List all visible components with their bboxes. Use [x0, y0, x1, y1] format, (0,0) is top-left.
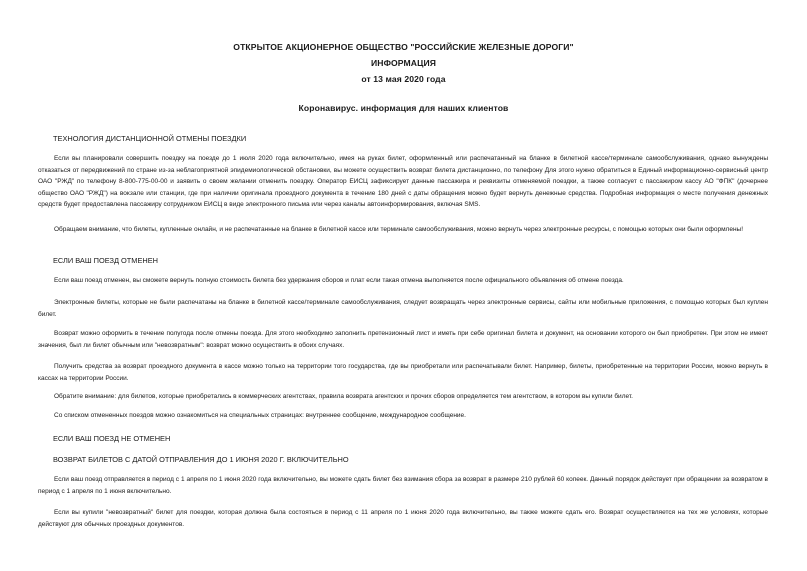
paragraph-cancelled-list: Со списком отмененных поездов можно ознакомиться на специальных страницах: внутреннее сообщение, международное сообщение.: [54, 412, 466, 419]
paragraph-online-tickets: Обращаем внимание, что билеты, купленные онлайн, и не распечатанные на бланке в билетной кассе или терминале самообслуживания, можно вернуть через электронные ресурсы, с помощью которых они были оформлены!: [54, 226, 744, 233]
section-heading-not-cancelled: ЕСЛИ ВАШ ПОЕЗД НЕ ОТМЕНЕН: [53, 434, 171, 443]
paragraph-non-refundable: Если вы купили "невозвратный" билет для поездки, которая должна была состояться в период с 11 апреля по 1 июня 2020 года включительно, вы также можете сдать его. Возврат осуществляется на тех же условиях, которые действуют для обычных проездных документов.: [38, 509, 768, 528]
section-heading-cancelled: ЕСЛИ ВАШ ПОЕЗД ОТМЕНЕН: [53, 256, 158, 265]
paragraph-electronic-tickets: Электронные билеты, которые не были распечатаны на бланке в билетной кассе/терминале самообслуживания, следует возвращать через электронные сервисы, сайты или мобильные приложения, с помощью которых был куплен билет.: [38, 299, 768, 318]
paragraph-territory: Получить средства за возврат проездного документа в кассе можно только на территории того государства, где вы приобретали или распечатывали билет. Например, билеты, приобретенные на территории России, можно вернуть в кассах на территории России.: [38, 363, 768, 382]
paragraph-half-year: Возврат можно оформить в течение полугода после отмены поезда. Для этого необходимо заполнить претензионный лист и иметь при себе оригинал билета и документ, на основании которого он был приобретен. При этом не имеет значения, был ли билет обычным или "невозвратным": возврат можно осуществить в обоих случаях.: [38, 330, 768, 349]
paragraph-remote-cancel: Если вы планировали совершить поездку на поезде до 1 июля 2020 года включительно, имея на руках билет, оформленный или распечатанный на бланке в билетной кассе/терминале самообслуживания, однако вынуждены отказаться от передвижений по стране из-за неблагоприятной эпидемиологической обстановки, вы можете осуществить возврат билета дистанционно, по телефону Для этого нужно обратиться в Единый информационно-сервисный центр ОАО "РЖД" по телефону 8-800-775-00-00 и заявить о своем желании отменить поездку. Оператор ЕИСЦ зафиксирует данные пассажира и реквизиты отменяемой поездки, а также согласует с пассажиром кассу АО "ФПК" (дочернее общество ОАО "РЖД") на вокзале или станции, где при наличии оригинала проездного документа в течение 180 дней с даты обращения можно будет вернуть денежные средства. Подробная информация о месте получения денежных средств будет предоставлена пассажиру сотрудником ЕИСЦ в виде электронного письма или через каналы автоинформирования, включая SMS.: [38, 155, 768, 209]
section-heading-remote: ТЕХНОЛОГИЯ ДИСТАНЦИОННОЙ ОТМЕНЫ ПОЕЗДКИ: [53, 134, 247, 143]
doc-date: от 13 мая 2020 года: [361, 74, 446, 84]
org-heading: ОТКРЫТОЕ АКЦИОНЕРНОЕ ОБЩЕСТВО "РОССИЙСКИЕ ЖЕЛЕЗНЫЕ ДОРОГИ": [233, 42, 574, 52]
paragraph-agencies: Обратите внимание: для билетов, которые приобретались в коммерческих агентствах, правила возврата агентских и прочих сборов определяется тем агентством, в котором вы купили билет.: [54, 393, 633, 400]
paragraph-full-refund: Если ваш поезд отменен, вы сможете вернуть полную стоимость билета без удержания сборов и плат если такая отмена выполняется после официального объявления об отмене поезда.: [54, 277, 624, 284]
doc-type-heading: ИНФОРМАЦИЯ: [370, 58, 437, 68]
paragraph-no-fee: Если ваш поезд отправляется в период с 1 апреля по 1 июня 2020 года включительно, вы можете сдать билет без взимания сбора за возврат в размере 210 рублей 60 копеек. Данный порядок действует при обращении за возвратом в период с 1 апреля по 1 июня включительно.: [38, 476, 768, 495]
doc-title: Коронавирус. информация для наших клиентов: [298, 103, 509, 113]
section-heading-before-june: ВОЗВРАТ БИЛЕТОВ С ДАТОЙ ОТПРАВЛЕНИЯ ДО 1 ИЮНЯ 2020 Г. ВКЛЮЧИТЕЛЬНО: [53, 455, 349, 464]
